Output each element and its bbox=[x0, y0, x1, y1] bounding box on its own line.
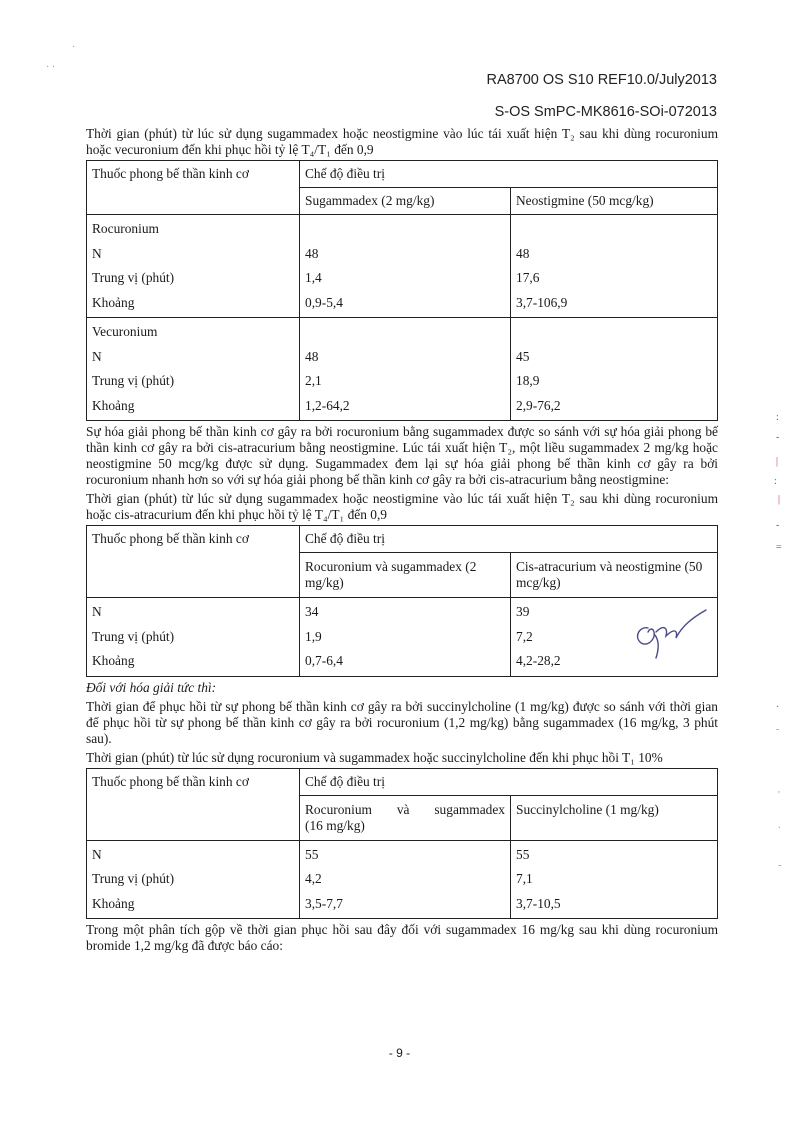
scan-artifact: - bbox=[776, 724, 780, 735]
scan-artifact: | bbox=[776, 456, 779, 467]
table1-header-drug: Thuốc phong bế thần kinh cơ bbox=[87, 161, 300, 215]
table2-header-rocuronium-sugammadex: Rocuronium và sugammadex (2 mg/kg) bbox=[300, 553, 511, 598]
header-reference-2: S-OS SmPC-MK8616-SOi-072013 bbox=[494, 104, 717, 120]
section-subheading: Đối với hóa giải tức thì: bbox=[86, 679, 217, 695]
table1-header-group: Chế độ điều trị bbox=[300, 161, 718, 188]
main-content bbox=[86, 126, 718, 954]
handwritten-signature-icon bbox=[620, 598, 710, 668]
table2-header-group: Chế độ điều trị bbox=[300, 526, 718, 553]
table3-header-drug: Thuốc phong bế thần kinh cơ bbox=[87, 768, 300, 840]
comparison-paragraph: Sự hóa giải phong bế thần kinh cơ gây ra bởi rocuronium bằng sugammadex được so sánh với sự hóa giải phong bế thần kinh cơ gây ra bởi cis-atracurium bằng neostigmine. Lúc tái xuất hiện T₂, một liều sugammadex 2 mg/kg hoặc neostigmine 50 mcg/kg được sử dụng. Sugammadex đem lại sự hóa giải phong bế thần kinh cơ gây ra bởi rocuronium nhanh hơn so với sự hóa giải phong bế thần kinh cơ gây ra bởi cis-atracurium bằng neostigmine: bbox=[86, 424, 718, 487]
scan-artifact: · bbox=[776, 702, 780, 713]
scan-artifact: ' bbox=[778, 790, 780, 801]
table-succinylcholine bbox=[86, 768, 718, 920]
table3-header-group: Chế độ điều trị bbox=[300, 768, 718, 795]
scan-artifact: - bbox=[776, 520, 780, 531]
succinylcholine-paragraph: Thời gian để phục hồi từ sự phong bế thần kinh cơ gây ra bởi succinylcholine (1 mg/kg) được so sánh với thời gian để phục hồi từ sự phong bế thần kinh cơ gây ra bởi rocuronium (1,2 mg/kg) bằng sugammadex (16 mg/kg, 3 phút sau). bbox=[86, 698, 718, 746]
table1-header-neostigmine: Neostigmine (50 mcg/kg) bbox=[511, 188, 718, 215]
table-row: Vecuronium N Trung vị (phút) Khoảng 48 2,1 1,2-64,2 45 18,9 2,9-76,2 bbox=[87, 318, 718, 421]
table1-caption: Thời gian (phút) từ lúc sử dụng sugammadex hoặc neostigmine vào lúc tái xuất hiện T₂ sau khi dùng rocuronium hoặc vecuronium đến khi phục hồi tỷ lệ T₄/T₁ đến 0,9 bbox=[86, 126, 718, 157]
page-number: - 9 - bbox=[388, 1046, 411, 1060]
table-rocuronium-vecuronium bbox=[86, 160, 718, 421]
scan-artifact: : bbox=[776, 412, 779, 423]
table3-caption: Thời gian (phút) từ lúc sử dụng rocuronium và sugammadex hoặc succinylcholine đến khi phục hồi T₁ 10% bbox=[86, 749, 663, 765]
table-row: N Trung vị (phút) Khoảng 55 4,2 3,5-7,7 55 7,1 3,7-10,5 bbox=[87, 840, 718, 919]
scan-artifact: . bbox=[778, 820, 781, 831]
scan-artifact: | bbox=[778, 494, 781, 505]
table2-header-drug: Thuốc phong bế thần kinh cơ bbox=[87, 526, 300, 598]
scan-artifact: = bbox=[776, 542, 782, 553]
scan-artifact: · bbox=[72, 42, 76, 53]
table3-header-succinylcholine: Succinylcholine (1 mg/kg) bbox=[511, 795, 718, 840]
table2-header-cis-atracurium-neostigmine: Cis-atracurium và neostigmine (50 mcg/kg) bbox=[511, 553, 718, 598]
table-row: Rocuronium N Trung vị (phút) Khoảng 48 1,4 0,9-5,4 48 17,6 3,7-106,9 bbox=[87, 215, 718, 318]
meta-analysis-paragraph: Trong một phân tích gộp về thời gian phục hồi sau đây đối với sugammadex 16 mg/kg sau khi dùng rocuronium bromide 1,2 mg/kg đã được báo cáo: bbox=[86, 922, 718, 953]
table1-header-sugammadex: Sugammadex (2 mg/kg) bbox=[300, 188, 511, 215]
table-row: N Trung vị (phút) Khoảng 34 1,9 0,7-6,4 39 7,2 4,2-28,2 bbox=[87, 598, 718, 677]
scan-artifact: - bbox=[778, 860, 782, 871]
scan-artifact: : bbox=[774, 476, 777, 487]
header-reference-1: RA8700 OS S10 REF10.0/July2013 bbox=[486, 72, 717, 88]
scan-artifact: - bbox=[776, 432, 780, 443]
table2-caption: Thời gian (phút) từ lúc sử dụng sugammadex hoặc neostigmine vào lúc tái xuất hiện T₂ sau khi dùng rocuronium hoặc cis-atracurium đến khi phục hồi tỷ lệ T₄/T₁ đến 0,9 bbox=[86, 491, 718, 522]
scan-artifact: · · bbox=[46, 62, 56, 73]
table3-header-rocuronium-sugammadex: Rocuronium và sugammadex (16 mg/kg) bbox=[300, 795, 511, 840]
